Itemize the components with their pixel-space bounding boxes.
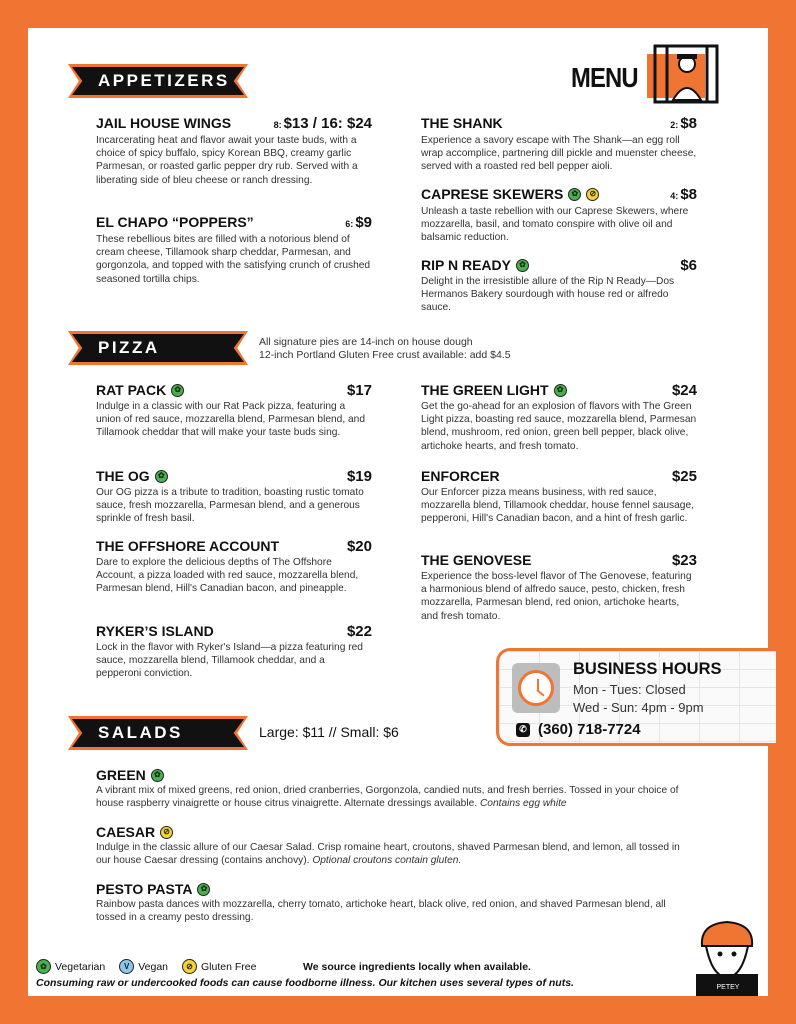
menu-title: MENU	[571, 62, 638, 93]
item-description: Experience a savory escape with The Shank—an egg roll wrap accomplice, partnering dill pickle and muenster cheese, served with a roasted red bell pepper aioli.	[421, 135, 697, 173]
vegetarian-icon: ✿	[171, 384, 184, 397]
vegetarian-icon: ✿	[36, 959, 51, 974]
menu-item-rat-pack	[96, 382, 372, 440]
item-qty: 2:	[670, 120, 679, 130]
item-description: Indulge in a classic with our Rat Pack pizza, featuring a union of red sauce, mozzarella blend, Parmesan blend, and Tillamook cheddar that will make your taste buds sing.	[96, 401, 366, 439]
salads-banner	[68, 716, 248, 750]
item-note: Optional croutons contain gluten.	[312, 855, 462, 867]
menu-item-el-chapo-poppers	[96, 214, 372, 286]
mugshot-logo-icon	[645, 42, 725, 106]
appetizers-title: APPETIZERS	[98, 71, 230, 90]
item-name: GREEN	[96, 767, 146, 783]
item-description: Dare to explore the delicious depths of The Offshore Account, a pizza loaded with red sauce, mozzarella blend, Parmesan blend, Hill's Canadian bacon, and pineapple.	[96, 557, 359, 595]
mascot-plate: PETEY	[716, 984, 740, 991]
item-price: $13 / 16: $24	[283, 115, 372, 132]
menu-item-the-offshore-account	[96, 538, 372, 596]
legend-vegan: Vegan	[138, 960, 169, 973]
legend	[36, 959, 256, 974]
item-description: Experience the boss-level flavor of The Genovese, featuring a harmonious blend of alfredo sauce, pesto, chicken, fresh mozzarella, Parmesan blend, red onion, artichoke hearts, and fresh tomato.	[421, 571, 692, 622]
item-description: Get the go-ahead for an explosion of flavors with The Green Light pizza, boasting red sauce, mozzarella blend, Parmesan blend, mushroom, red onion, green bell pepper, black olive, artichoke hearts, and fresh tomato.	[421, 401, 697, 452]
item-qty: 8:	[273, 120, 282, 130]
menu-item-caesar-salad	[96, 824, 696, 867]
phone-number[interactable]	[516, 721, 641, 738]
business-hours-title: BUSINESS HOURS	[573, 660, 722, 678]
menu-page	[28, 28, 768, 996]
pizza-title: PIZZA	[98, 338, 160, 357]
item-description: Lock in the flavor with Ryker's Island—a pizza featuring red sauce, mozzarella blend, Tillamook cheddar, and a pepperoni conviction.	[96, 642, 363, 680]
mascot-icon	[692, 916, 762, 996]
menu-item-the-green-light	[421, 382, 697, 453]
item-name: THE OFFSHORE ACCOUNT	[96, 538, 280, 554]
item-name: THE SHANK	[421, 115, 503, 131]
item-name: RIP N READY	[421, 257, 511, 273]
food-warning: Consuming raw or undercooked foods can cause foodborne illness. Our kitchen uses several types of nuts.	[36, 977, 574, 989]
pizza-note	[259, 336, 511, 362]
salads-price-note: Large: $11 // Small: $6	[259, 724, 399, 740]
item-name: CAPRESE SKEWERS	[421, 186, 564, 202]
menu-item-caprese-skewers	[421, 186, 697, 245]
item-price: $25	[671, 468, 697, 485]
business-hours-card	[496, 648, 776, 746]
vegetarian-icon: ✿	[568, 188, 581, 201]
menu-item-rykers-island	[96, 623, 372, 681]
pizza-banner	[68, 331, 248, 365]
menu-item-enforcer	[421, 468, 697, 526]
item-qty: 6:	[345, 219, 354, 229]
legend-vegetarian: Vegetarian	[55, 960, 106, 973]
item-price: $20	[346, 538, 372, 555]
item-description: Our Enforcer pizza means business, with red sauce, mozzarella blend, Tillamook cheddar, house fennel sausage, pepperoni, Hill's Canadian bacon, and a hint of fresh garlic.	[421, 487, 694, 525]
item-price: $22	[346, 623, 372, 640]
hours-line-1: Mon - Tues: Closed	[573, 682, 686, 697]
menu-item-green-salad	[96, 767, 696, 810]
item-name: EL CHAPO “POPPERS”	[96, 214, 254, 230]
item-name: ENFORCER	[421, 468, 500, 484]
phone-text: (360) 718-7724	[538, 721, 641, 738]
vegetarian-icon: ✿	[554, 384, 567, 397]
appetizers-banner	[68, 64, 248, 98]
item-description: Delight in the irresistible allure of the Rip N Ready—Dos Hermanos Bakery sourdough with house red or alfredo sauce.	[421, 276, 675, 314]
menu-item-the-shank	[421, 115, 697, 174]
clock-icon	[512, 663, 560, 713]
item-description: Our OG pizza is a tribute to tradition, boasting rustic tomato sauce, fresh mozzarella, Parmesan blend, and a generous sprinkle of fresh basil.	[96, 487, 364, 525]
item-name: CAESAR	[96, 824, 156, 840]
salads-title: SALADS	[98, 723, 183, 742]
vegetarian-icon: ✿	[155, 470, 168, 483]
item-price: $6	[680, 257, 697, 274]
menu-item-the-genovese	[421, 552, 697, 623]
item-name: PESTO PASTA	[96, 881, 193, 897]
item-description: These rebellious bites are filled with a notorious blend of cream cheese, Tillamook sharp cheddar, Parmesan, and gorgonzola, and topped with the satisfying crunch of crushed seasoned tortilla chips.	[96, 234, 371, 285]
item-price: $8	[680, 115, 697, 132]
pizza-note-line1: All signature pies are 14-inch on house dough	[259, 336, 473, 348]
item-qty: 4:	[670, 191, 679, 201]
item-price: $19	[346, 468, 372, 485]
vegetarian-icon: ✿	[151, 769, 164, 782]
item-description: A vibrant mix of mixed greens, red onion, dried cranberries, Gorgonzola, candied nuts, and fresh berries. Tossed in your choice of house raspberry vinaigrette or house citrus vinaigrette. Alternate dressings available.	[96, 785, 679, 810]
hours-line-2: Wed - Sun: 4pm - 9pm	[573, 700, 704, 715]
source-note: We source ingredients locally when available.	[303, 961, 531, 973]
item-price: $17	[346, 382, 372, 399]
vegetarian-icon: ✿	[516, 259, 529, 272]
item-name: RAT PACK	[96, 382, 167, 398]
menu-item-rip-n-ready	[421, 257, 697, 315]
menu-item-pesto-pasta	[96, 881, 696, 924]
item-description: Indulge in the classic allure of our Caesar Salad. Crisp romaine heart, croutons, shaved Parmesan blend, and lemon, all tossed in our house Caesar dressing (contains anchovy).	[96, 842, 680, 867]
phone-icon: ✆	[516, 723, 530, 737]
item-description: Incarcerating heat and flavor await your taste buds, with a choice of spicy buffalo, spicy Korean BBQ, creamy garlic Parmesan, or roasted garlic pepper dry rub. Served with a liberating side of bleu cheese or ranch dressing.	[96, 135, 358, 186]
item-description: Rainbow pasta dances with mozzarella, cherry tomato, artichoke heart, black olive, red onion, and shaved Parmesan blend, all tossed in a creamy pesto dressing.	[96, 899, 666, 924]
gluten-free-icon: ⊘	[160, 826, 173, 839]
item-name: THE GENOVESE	[421, 552, 532, 568]
menu-item-jail-house-wings	[96, 115, 372, 187]
menu-item-the-og	[96, 468, 372, 526]
gluten-free-icon: ⊘	[182, 959, 197, 974]
item-note: Contains egg white	[479, 798, 567, 810]
legend-gluten-free: Gluten Free	[201, 960, 257, 973]
vegetarian-icon: ✿	[197, 883, 210, 896]
item-name: RYKER’S ISLAND	[96, 623, 214, 639]
item-description: Unleash a taste rebellion with our Caprese Skewers, where mozzarella, basil, and tomato conspire with olive oil and balsamic reduction.	[421, 206, 689, 244]
item-name: JAIL HOUSE WINGS	[96, 115, 232, 131]
pizza-note-line2: 12-inch Portland Gluten Free crust available: add $4.5	[259, 349, 511, 361]
item-name: THE GREEN LIGHT	[421, 382, 549, 398]
item-name: THE OG	[96, 468, 150, 484]
item-price: $8	[680, 186, 697, 203]
gluten-free-icon: ⊘	[586, 188, 599, 201]
item-price: $24	[671, 382, 697, 399]
item-price: $23	[671, 552, 697, 569]
item-price: $9	[355, 214, 372, 231]
vegan-icon: V	[119, 959, 134, 974]
